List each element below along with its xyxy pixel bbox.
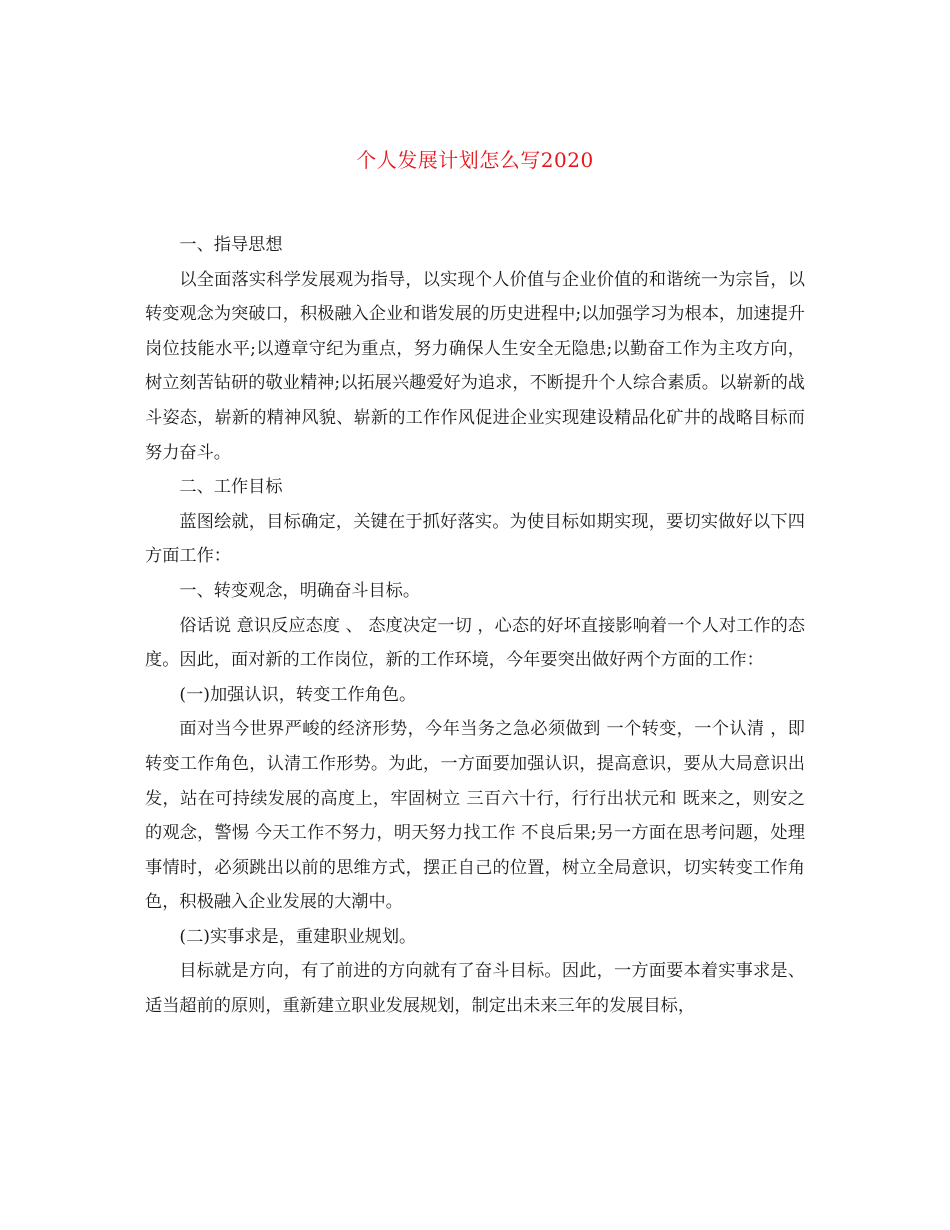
subsection-heading: (二)实事求是，重建职业规划。 — [179, 926, 417, 947]
body-paragraph: 以全面落实科学发展观为指导，以实现个人价值与企业价值的和谐统一为宗旨，以转变观念为突破口，积极融入企业和谐发展的历史进程中;以加强学习为根本，加速提升岗位技能水平;以遵章守纪为重点，努力确保人生安全无隐患;以勤奋工作为主攻方向，树立刻苦钻研的敬业精神;以拓展兴趣爱好为追求，不断提升个人综合素质。以崭新的战斗姿态，崭新的精神风貌、崭新的工作作风促进企业实现建设精品化矿井的战略目标而努力奋斗。 — [145, 269, 805, 463]
subsection-heading: (一)加强认识，转变工作角色。 — [179, 684, 417, 705]
document-body — [145, 228, 805, 1024]
body-paragraph: 蓝图绘就，目标确定，关键在于抓好落实。为使目标如期实现，要切实做好以下四方面工作： — [145, 511, 805, 567]
body-paragraph: 俗话说 意识反应态度 、 态度决定一切 ，心态的好坏直接影响着一个人对工作的态度。因此，面对新的工作岗位，新的工作环境，今年要突出做好两个方面的工作： — [145, 615, 805, 671]
document-title: 个人发展计划怎么写2020 — [356, 148, 594, 172]
subsection-heading: 一、转变观念，明确奋斗目标。 — [179, 580, 421, 601]
body-paragraph: 面对当今世界严峻的经济形势，今年当务之急必须做到 一个转变，一个认清 ，即转变工作角色，认清工作形势。为此，一方面要加强认识，提高意识，要从大局意识出发，站在可持续发展的高度上，牢固树立 三百六十行，行行出状元和 既来之，则安之 的观念，警惕 今天工作不努力，明天努力找工作 不良后果;另一方面在思考问题，处理事情时，必须跳出以前的思维方式，摆正自己的位置，树立全局意识，切实转变工作角色，积极融入企业发展的大潮中。 — [145, 719, 805, 913]
section-heading: 二、工作目标 — [179, 477, 283, 498]
section-heading: 一、指导思想 — [179, 235, 283, 255]
body-paragraph: 目标就是方向，有了前进的方向就有了奋斗目标。因此，一方面要本着实事求是、适当超前的原则，重新建立职业发展规划，制定出未来三年的发展目标， — [145, 961, 805, 1017]
